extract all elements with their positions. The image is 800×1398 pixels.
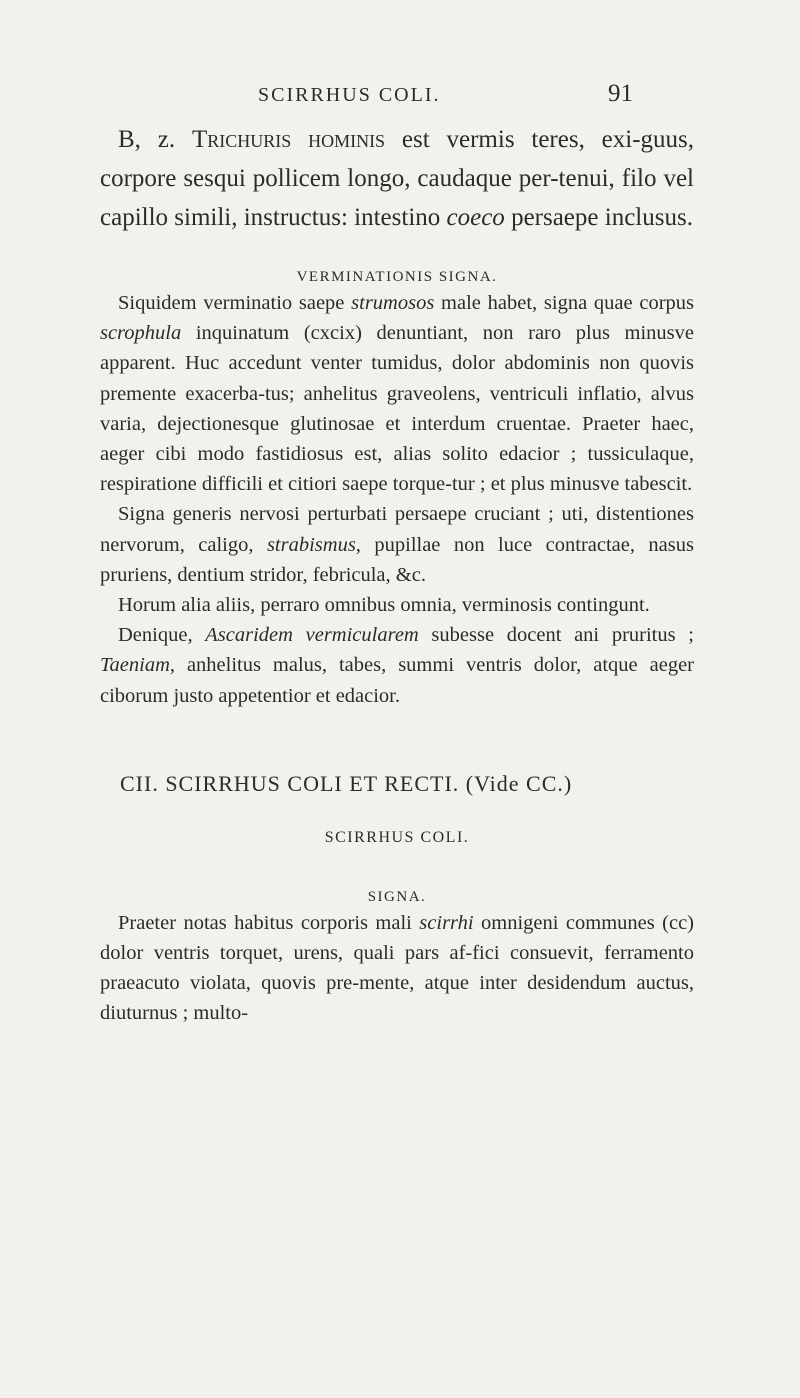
subheading-scirrhus-coli: SCIRRHUS COLI.	[324, 828, 470, 846]
running-title: SCIRRHUS COLI.	[258, 84, 441, 106]
paragraph-verminatio-2: Signa generis nervosi perturbati persaepe cruciant ; uti, distentiones nervorum, caligo, strabismus, pupillae non luce contractae, nasus pruriens, dentium stridor, febricula, &c.	[100, 503, 694, 586]
paragraph-verminatio-1: Siquidem verminatio saepe strumosos male habet, signa quae corpus scrophula inquinatum (cxcix) denuntiant, non raro plus minusve apparent. Huc accedunt venter tumidus, dolor abdominis non quovis premente exacerba-tus; anhelitus graveolens, ventriculi inflatio, alvus varia, dejectionesque glutinosae et interdum cruentae. Praeter haec, aeger cibi modo fastidiosus est, alias solito edacior ; tussiculaque, respiratione difficili et citiori saepe torque-tur ; et plus minusve tabescit.	[100, 292, 694, 496]
paragraph-scirrhus-1: Praeter notas habitus corporis mali scirrhi omnigeni communes (cc) dolor ventris torquet, urens, quali pars af-fici consuevit, ferramento praeacuto violata, quovis pre-mente, atque inter desidendum auctus, diuturnus ; multo-	[100, 911, 694, 1025]
page-content	[100, 120, 694, 1029]
term-trichuris-hominis: Trichuris hominis	[191, 126, 386, 153]
paragraph-marker: B, z.	[118, 126, 176, 153]
heading-verminationis-signa: VERMINATIONIS SIGNA.	[296, 269, 498, 285]
paragraph-trichuris: B, z. Trichuris hominis est vermis teres, exi-guus, corpore sesqui pollicem longo, caudaque per-tenui, filo vel capillo simili, instructus: intestino coeco persaepe inclusus.	[100, 126, 695, 231]
term-coeco: coeco	[446, 204, 505, 231]
subheading-signa: SIGNA.	[367, 888, 427, 905]
heading-cii-scirrhus: CII. SCIRRHUS COLI ET RECTI. (Vide CC.)	[120, 770, 573, 796]
paragraph-verminatio-3: Horum alia aliis, perraro omnibus omnia, verminosis contingunt.	[118, 594, 650, 617]
page-number: 91	[608, 80, 633, 107]
paragraph-verminatio-4: Denique, Ascaridem vermicularem subesse docent ani pruritus ; Taeniam, anhelitus malus, tabes, summi ventris dolor, atque aeger ciborum justo appetentior et edacior.	[100, 624, 694, 707]
